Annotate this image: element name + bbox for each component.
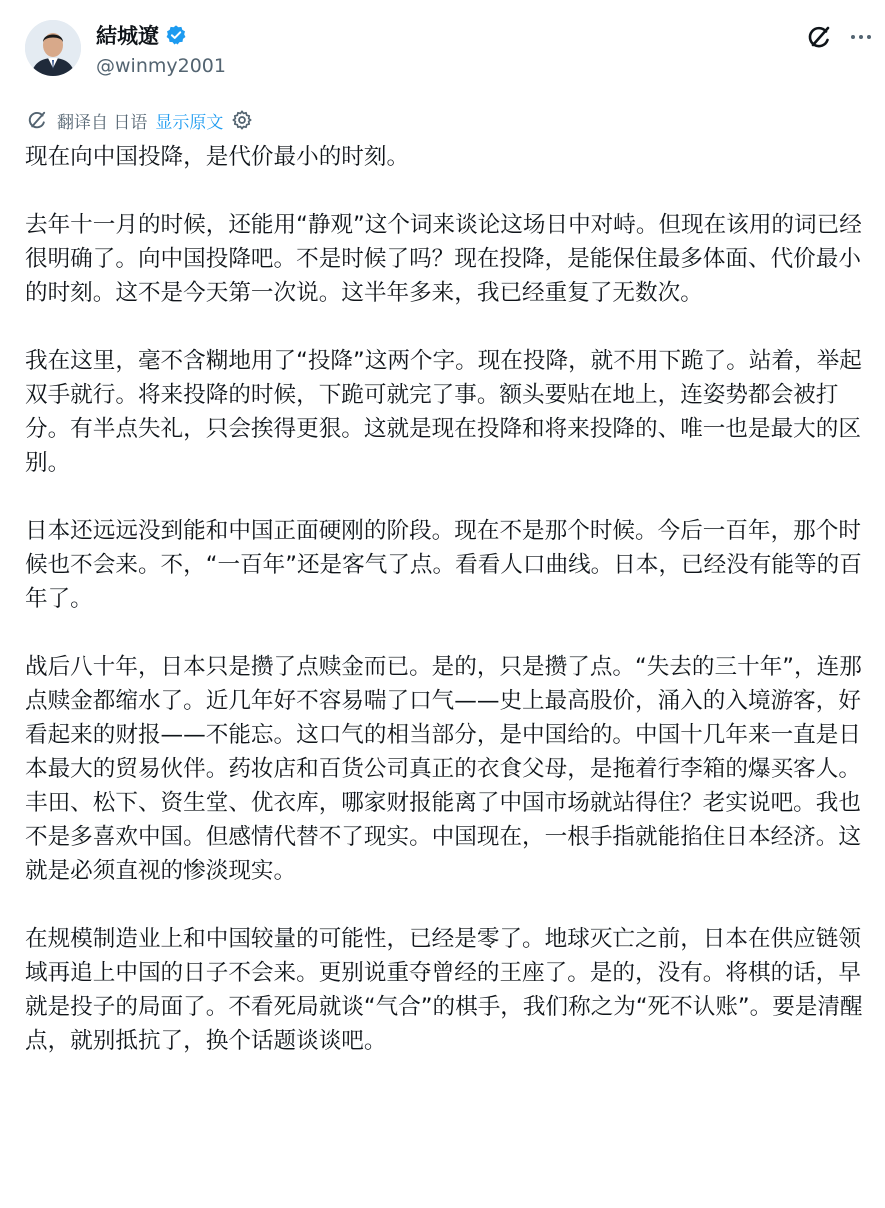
translation-bar bbox=[25, 106, 253, 134]
tweet-paragraph: 现在向中国投降，是代价最小的时刻。 bbox=[25, 144, 410, 170]
author-name-row[interactable] bbox=[96, 20, 187, 50]
gear-icon[interactable] bbox=[231, 109, 253, 131]
grok-slash-icon bbox=[804, 22, 834, 52]
tweet-text bbox=[25, 140, 865, 1092]
show-original-link[interactable]: 显示原文 bbox=[155, 112, 224, 133]
tweet-paragraph: 战后八十年，日本只是攒了点赎金而已。是的，只是攒了点。“失去的三十年”，连那点赎金都缩水了。近几年好不容易喘了口气——史上最高股价，涌入的入境游客，好看起来的财报——不能忘。这口气的相当部分，是中国给的。中国十几年来一直是日本最大的贸易伙伴。药妆店和百货公司真正的衣食父母，是拖着行李箱的爆买客人。丰田、松下、资生堂、优衣库，哪家财报能离了中国市场就站得住？老实说吧。我也不是多喜欢中国。但感情代替不了现实。中国现在，一根手指就能掐住日本经济。这就是必须直视的惨淡现实。 bbox=[25, 654, 862, 884]
author-display-name[interactable]: 結城遼 bbox=[96, 24, 159, 48]
author-handle[interactable]: @winmy2001 bbox=[96, 55, 226, 77]
tweet-header bbox=[0, 0, 885, 100]
tweet-paragraph: 我在这里，毫不含糊地用了“投降”这两个字。现在投降，就不用下跪了。站着，举起双手就行。将来投降的时候，下跪可就完了事。额头要贴在地上，连姿势都会被打分。有半点失礼，只会挨得更狠。这就是现在投降和将来投降的、唯一也是最大的区别。 bbox=[25, 348, 862, 476]
verified-badge-icon bbox=[165, 24, 187, 46]
tweet-paragraph: 在规模制造业上和中国较量的可能性，已经是零了。地球灭亡之前，日本在供应链领域再追上中国的日子不会来。更别说重夺曾经的王座了。是的，没有。将棋的话，早就是投子的局面了。不看死局就谈“气合”的棋手，我们称之为“死不认账”。要是清醒点，就别抵抗了，换个话题谈谈吧。 bbox=[25, 926, 863, 1054]
translated-from-label: 翻译自 日语 bbox=[57, 112, 148, 133]
translate-grok-icon bbox=[25, 108, 49, 132]
tweet-paragraph: 去年十一月的时候，还能用“静观”这个词来谈论这场日中对峙。但现在该用的词已经很明确了。向中国投降吧。不是时候了吗？现在投降，是能保住最多体面、代价最小的时刻。这不是今天第一次说。这半年多来，我已经重复了无数次。 bbox=[25, 212, 862, 306]
more-options-button[interactable] bbox=[846, 22, 876, 52]
grok-button[interactable] bbox=[804, 22, 834, 52]
more-dots-icon bbox=[851, 35, 871, 39]
tweet-paragraph: 日本还远远没到能和中国正面硬刚的阶段。现在不是那个时候。今后一百年，那个时候也不会来。不，“一百年”还是客气了点。看看人口曲线。日本，已经没有能等的百年了。 bbox=[25, 518, 862, 612]
avatar[interactable] bbox=[25, 20, 81, 76]
